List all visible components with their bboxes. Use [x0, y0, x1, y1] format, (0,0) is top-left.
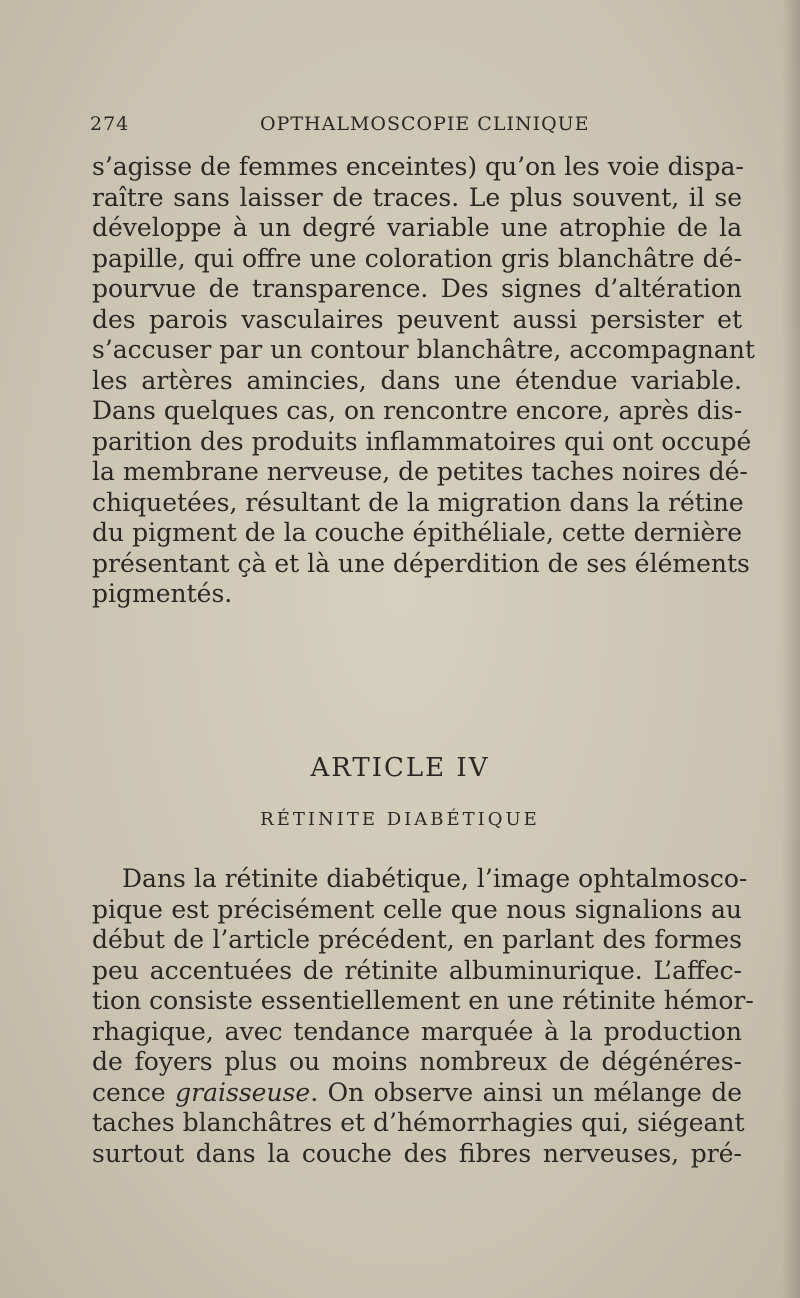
running-head [90, 113, 740, 143]
text-line: pigmentés. [92, 579, 233, 608]
text-line: début de l’article précédent, en parlant des formes [92, 925, 742, 954]
text-line: rhagique, avec tendance marquée à la production [92, 1016, 742, 1046]
italic-term: graisseuse [175, 1077, 311, 1107]
text-line: s’agisse de femmes enceintes) qu’on les voie dispa- [92, 152, 744, 181]
paragraph-continued [92, 152, 755, 610]
page-edge-shadow [782, 0, 800, 1298]
text-line: tion consiste essentiellement en une rétinite hémor- [92, 986, 754, 1015]
text-line: du pigment de la couche épithéliale, cette dernière [92, 518, 742, 547]
text-line: pourvue de transparence. Des signes d’altération [92, 274, 742, 303]
text-line: pique est précisément celle que nous signalions au [92, 894, 742, 924]
article-heading: ARTICLE IV [310, 753, 490, 783]
text-line: présentant çà et là une déperdition de ses éléments [92, 548, 750, 578]
text-line: surtout dans la couche des fibres nerveuses, pré- [92, 1138, 742, 1168]
text-line: peu accentuées de rétinite albuminurique. L’affec- [92, 955, 742, 985]
page-number: 274 [90, 113, 130, 135]
text-line: papille, qui offre une coloration gris blanchâtre dé- [92, 243, 742, 273]
text-line: des parois vasculaires peuvent aussi persister et [92, 304, 742, 334]
text-line: Dans la rétinite diabétique, l’image ophtalmosco- [122, 864, 748, 893]
paragraph-diabetic-retinitis [92, 864, 754, 1169]
text-line: parition des produits inflammatoires qui ont occupé [92, 426, 752, 456]
text-line: la membrane nerveuse, de petites taches noires dé- [92, 457, 748, 486]
text-fragment: . On observe ainsi un mélange de [310, 1077, 743, 1107]
text-fragment: cence [92, 1077, 176, 1107]
text-line: chiquetées, résultant de la migration dans la rétine [92, 487, 744, 517]
text-line: raître sans laisser de traces. Le plus souvent, il se [92, 182, 742, 212]
section-heading: RÉTINITE DIABÉTIQUE [260, 809, 540, 830]
text-line: s’accuser par un contour blanchâtre, accompagnant [92, 335, 755, 364]
text-line: les artères amincies, dans une étendue variable. [92, 365, 742, 395]
text-line: développe à un degré variable une atrophie de la [92, 213, 742, 242]
text-line: taches blanchâtres et d’hémorrhagies qui, siégeant [92, 1108, 745, 1137]
text-line [92, 1078, 742, 1109]
running-title: OPTHALMOSCOPIE CLINIQUE [260, 113, 590, 135]
text-line: de foyers plus ou moins nombreux de dégénéres- [92, 1047, 742, 1076]
text-line: Dans quelques cas, on rencontre encore, après dis- [92, 396, 743, 425]
